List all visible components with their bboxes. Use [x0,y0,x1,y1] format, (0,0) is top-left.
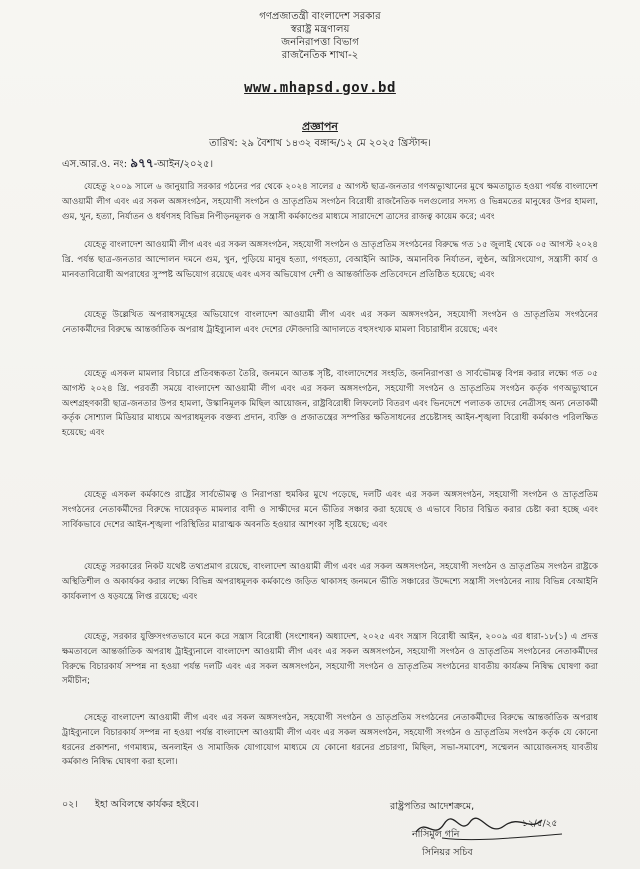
closing-clause [62,798,199,813]
paragraph-2: যেহেতু বাংলাদেশ আওয়ামী লীগ এবং এর সকল অঙ্গসংগঠন, সহযোগী সংগঠন ও ভ্রাতৃপ্রতিম সংগঠনের বিরুদ্ধে গত ১৫ জুলাই থেকে ০৫ আগস্ট ২০২৪ খ্রি. পর্যন্ত ছাত্র-জনতার আন্দোলন দমনে গুম, খুন, পুড়িয়ে মানুষ হত্যা, গণহত্যা, বেআইনি আটক, অমানবিক নির্যাতন, লুণ্ঠন, অগ্নিসংযোগ, সন্ত্রাসী কার্য ও মানবতাবিরোধী অপরাধের সুস্পষ্ট অভিযোগ রয়েছে এবং এসব অভিযোগ দেশী ও আন্তর্জাতিক প্রতিবেদনে প্রতিষ্ঠিত হয়েছে; এবং [62,240,598,280]
govt-name: গণপ্রজাতন্ত্রী বাংলাদেশ সরকার [259,11,381,22]
closing-number: ০২। [62,799,78,810]
paragraph-8: সেহেতু বাংলাদেশ আওয়ামী লীগ এবং এর সকল অঙ্গসংগঠন, সহযোগী সংগঠন ও ভ্রাতৃপ্রতিম সংগঠনের নেতাকর্মীদের বিরুদ্ধে আন্তর্জাতিক অপরাধ ট্রাইব্যুনালে বিচারকার্য সম্পন্ন না হওয়া পর্যন্ত বাংলাদেশ আওয়ামী লীগ এবং এর সকল অঙ্গসংগঠন, সহযোগী সংগঠন ও ভ্রাতৃপ্রতিম সংগঠন কর্তৃক যে কোনো ধরনের প্রকাশনা, গণমাধ্যম, অনলাইন ও সামাজিক যোগাযোগ মাধ্যমে যে কোনো ধরনের প্রচারণা, মিছিল, সভা-সমাবেশ, সম্মেলন আয়োজনসহ যাবতীয় কর্মকাণ্ড নিষিদ্ধ ঘোষণা করা হলো। [62,713,598,768]
signatory-name: নাসিমুল গনি [412,829,460,840]
closing-text: ইহা অবিলম্বে কার্যকর হইবে। [95,799,199,810]
signatory-designation: সিনিয়র সচিব [422,847,473,858]
letterhead [0,10,640,62]
paragraph-1: যেহেতু ২০০৯ সালে ৬ জানুয়ারি সরকার গঠনের পর থেকে ২০২৪ সালের ৫ আগস্ট ছাত্র-জনতার গণঅভ্যুত্থানের মুখে ক্ষমতাচ্যুত হওয়া পর্যন্ত বাংলাদেশ আওয়ামী লীগ এবং এর সকল অঙ্গসংগঠন, সহযোগী সংগঠন ও ভ্রাতৃপ্রতিম সংগঠন বিরোধী রাজনৈতিক দলগুলোর সদস্য ও ভিন্নমতের মানুষের উপর হামলা, গুম, খুন, হত্যা, নির্যাতন ও ধর্ষণসহ বিভিন্ন নিপীড়নমূলক ও সন্ত্রাসী কর্মকাণ্ডের মাধ্যমে সারাদেশে ত্রাসের রাজত্ব কায়েম করে; এবং [62,182,598,222]
memo-prefix: এস.আর.ও. নং: [62,159,128,170]
signature-date: ১২/৫/২৫ [522,819,558,829]
notice-date: তারিখ: ২৯ বৈশাখ ১৪৩২ বঙ্গাব্দ/১২ মে ২০২৫ খ্রিস্টাব্দ। [209,138,431,149]
paragraph-3: যেহেতু উল্লেখিত অপরাধসমূহের অভিযোগে বাংলাদেশ আওয়ামী লীগ এবং এর সকল অঙ্গসংগঠন, সহযোগী সংগঠন ও ভ্রাতৃপ্রতিম সংগঠনের নেতাকর্মীদের বিরুদ্ধে আন্তর্জাতিক অপরাধ ট্রাইব্যুনাল এবং দেশের ফৌজদারি আদালতে বহুসংখ্যক মামলা বিচারাধীন রয়েছে; এবং [62,310,598,335]
memo-suffix: -আইন/২০২৫। [153,159,214,170]
branch-name: রাজনৈতিক শাখা-২ [281,50,359,61]
notice-title: প্রজ্ঞাপন [302,120,338,133]
paragraph-5: যেহেতু এসকল কর্মকাণ্ডে রাষ্ট্রের সার্বভৌমত্ব ও নিরাপত্তা হুমকির মুখে পড়েছে, দলটি এবং এর সকল অঙ্গসংগঠন, সহযোগী সংগঠন ও ভ্রাতৃপ্রতিম সংগঠনের নেতাকর্মীদের বিরুদ্ধে দায়েরকৃত মামলার বাদী ও সাক্ষীদের মনে ভীতির সঞ্চার করা হয়েছে ও এভাবে বিচার বিঘ্নিত করার চেষ্টা করা হচ্ছে এবং সার্বিকভাবে দেশের আইন-শৃঙ্খলা পরিস্থিতির মারাত্মক অবনতি হওয়ার আশংকা সৃষ্টি হয়েছে; এবং [62,490,598,530]
memo-number: ৯৭৭ [130,156,154,170]
paragraph-7: যেহেতু, সরকার যুক্তিসংগতভাবে মনে করে সন্ত্রাস বিরোধী (সংশোধন) অধ্যাদেশ, ২০২৫ এবং সন্ত্রাস বিরোধী আইন, ২০০৯ এর ধারা-১৮(১) এ প্রদত্ত ক্ষমতাবলে আন্তর্জাতিক অপরাধ ট্রাইব্যুনালে বাংলাদেশ আওয়ামী লীগ এবং এর সকল অঙ্গসংগঠন, সহযোগী সংগঠন ও ভ্রাতৃপ্রতিম সংগঠনের নেতাকর্মীদের বিরুদ্ধে বিচারকার্য সম্পন্ন না হওয়া পর্যন্ত দলটি এবং এর সকল অঙ্গসংগঠন, সহযোগী সংগঠন ও ভ্রাতৃপ্রতিম সংগঠনের যাবতীয় কার্যক্রম নিষিদ্ধ ঘোষণা করা সমীচীন; [62,632,598,687]
paragraph-6: যেহেতু সরকারের নিকট যথেষ্ট তথ্যপ্রমাণ রয়েছে, বাংলাদেশ আওয়ামী লীগ এবং এর সকল অঙ্গসংগঠন, সহযোগী সংগঠন ও ভ্রাতৃপ্রতিম সংগঠন রাষ্ট্রকে অস্থিতিশীল ও অকার্যকর করার লক্ষ্যে বিভিন্ন অপরাধমূলক কর্মকাণ্ডে জড়িত থাকাসহ জনমনে ভীতি সঞ্চারের উদ্দেশ্যে সন্ত্রাসী সংগঠনের ন্যায় বিভিন্ন বেআইনি কার্যকলাপ ও ষড়যন্ত্রে লিপ্ত রয়েছে; এবং [62,562,598,602]
by-order-line: রাষ্ট্রপতির আদেশক্রমে, [390,801,475,812]
paragraph-4: যেহেতু এসকল মামলার বিচারে প্রতিবন্ধকতা তৈরি, জনমনে আতঙ্ক সৃষ্টি, বাংলাদেশের সংহতি, জননিরাপত্তা ও সার্বভৌমত্ব বিপন্ন করার লক্ষ্যে গত ০৫ আগস্ট ২০২৪ খ্রি. পরবর্তী সময়ে বাংলাদেশ আওয়ামী লীগ এবং এর সকল অঙ্গসংগঠন, সহযোগী সংগঠন ও ভ্রাতৃপ্রতিম সংগঠন কর্তৃক গণঅভ্যুত্থানে অংশগ্রহণকারী ছাত্র-জনতার উপর হামলা, উস্কানিমূলক মিছিল আয়োজন, রাষ্ট্রবিরোধী লিফলেট বিতরণ এবং ভিনদেশে পলাতক তাদের নেত্রীসহ অন্য নেতাকর্মী কর্তৃক সোশ্যাল মিডিয়ার মাধ্যমে অপরাধমূলক বক্তব্য প্রদান, ব্যক্তি ও প্রজাতন্ত্রের সম্পত্তির ক্ষতিসাধনের প্রচেষ্টাসহ আইন-শৃঙ্খলা বিরোধী কর্মকাণ্ড পরিলক্ষিত হয়েছে; এবং [62,369,598,439]
website-link[interactable]: www.mhapsd.gov.bd [244,80,396,96]
memo-number-line [62,155,213,175]
ministry-name: স্বরাষ্ট্র মন্ত্রণালয় [290,24,350,35]
division-name: জননিরাপত্তা বিভাগ [281,37,359,48]
